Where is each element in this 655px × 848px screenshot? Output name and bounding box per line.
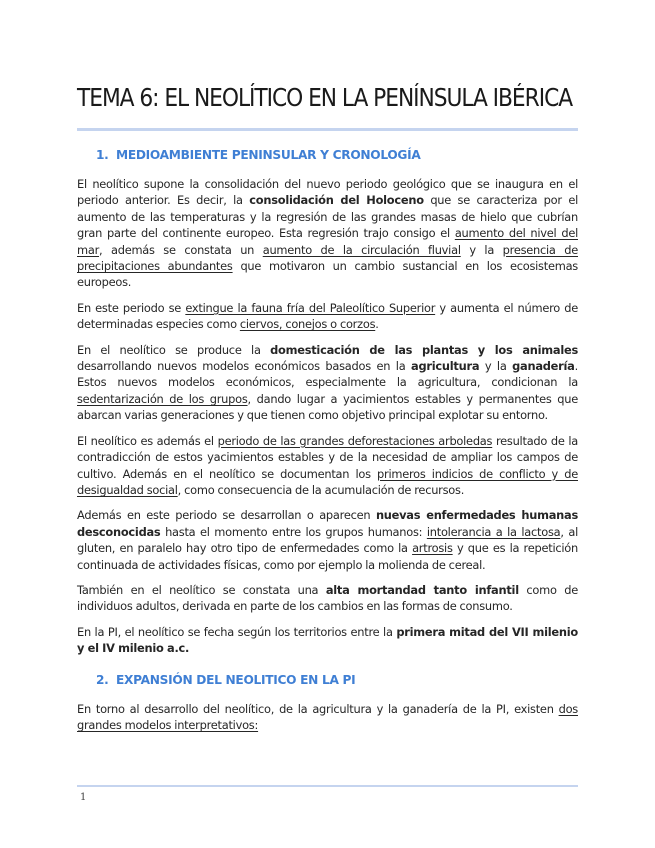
paragraph xyxy=(77,176,578,291)
bold-text: domesticación de las plantas y los animales xyxy=(270,342,578,357)
paragraph xyxy=(77,342,578,424)
text-run: que se caracteriza por el aumento de las temperaturas y la regresión de las grandes masas de hielo que cubrían gran parte del continente europeo. Esta regresión trajo consigo el xyxy=(77,193,578,241)
text-run: En torno al desarrollo del neolítico, de la agricultura y la ganadería de la PI, existen xyxy=(77,701,559,716)
underlined-text: aumento del nivel del mar xyxy=(77,226,578,257)
text-run: En la PI, el neolítico se fecha según los territorios entre la xyxy=(77,624,397,639)
text-run: desarrollando nuevos modelos económicos basados en la xyxy=(77,359,412,374)
text-run: hasta el momento entre los grupos humanos: xyxy=(160,524,427,539)
underlined-text: sedentarización de los grupos xyxy=(77,391,248,406)
section-number: 1. xyxy=(96,148,109,162)
text-run: En este periodo se xyxy=(77,300,186,315)
text-run: . Estos nuevos modelos económicos, especialmente la agricultura, condicionan la xyxy=(77,359,578,390)
underlined-text: ciervos, conejos o corzos xyxy=(239,317,376,332)
section-heading-text: EXPANSIÓN DEL NEOLITICO EN LA PI xyxy=(116,672,356,687)
bold-text: alta mortandad tanto infantil xyxy=(325,582,519,597)
paragraph xyxy=(77,624,578,657)
section-number: 2. xyxy=(96,672,109,687)
underlined-text: dos grandes modelos interpretativos: xyxy=(77,701,578,732)
section-heading-text: MEDIOAMBIENTE PENINSULAR Y CRONOLOGÍA xyxy=(116,148,421,162)
text-run: resultado de la contradicción de estos yacimientos estables y de la necesidad de ampliar los campos de cultivo. Además en el neolítico se documentan los xyxy=(77,433,578,481)
bold-text: agricultura xyxy=(411,359,480,374)
paragraph xyxy=(77,701,578,734)
bold-text: consolidación del Holoceno xyxy=(249,193,424,208)
text-run: En el neolítico se produce la xyxy=(77,342,271,357)
text-run: que motivaron un cambio sustancial en los ecosistemas europeos. xyxy=(77,259,578,290)
paragraph xyxy=(77,433,578,499)
text-run: . xyxy=(375,317,379,332)
title-divider xyxy=(77,128,578,131)
bold-text: primera mitad del VII milenio y el IV milenio a.c. xyxy=(77,624,578,656)
text-run: El neolítico supone la consolidación del nuevo periodo geológico que se inaugura en el periodo anterior. Es decir, la xyxy=(77,177,578,208)
paragraph xyxy=(77,300,578,333)
text-run: y la xyxy=(479,359,513,374)
text-run: como de individuos adultos, derivada en parte de los cambios en las formas de consumo. xyxy=(77,582,578,614)
text-run: También en el neolítico se constata una xyxy=(77,582,326,597)
bold-text: ganadería xyxy=(512,359,575,374)
underlined-text: intolerancia a la lactosa xyxy=(426,524,561,539)
bold-text: nuevas enfermedades humanas desconocidas xyxy=(77,508,578,539)
text-run: y aumenta el número de determinadas especies como xyxy=(77,300,578,332)
footer-divider xyxy=(77,785,578,787)
text-run: , además se constata un xyxy=(99,242,263,257)
paragraph xyxy=(77,507,578,573)
text-run: El neolítico es además el xyxy=(77,433,218,448)
underlined-text: presencia de precipitaciones abundantes xyxy=(77,242,578,274)
underlined-text: artrosis xyxy=(412,541,453,556)
underlined-text: periodo de las grandes deforestaciones arboledas xyxy=(217,433,493,448)
page-title: TEMA 6: EL NEOLÍTICO EN LA PENÍNSULA IBÉRICA xyxy=(77,83,573,112)
underlined-text: primeros indicios de conflicto y de desigualdad social xyxy=(77,466,578,497)
page-number: 1 xyxy=(80,792,87,803)
paragraph xyxy=(77,582,578,615)
text-run: , como consecuencia de la acumulación de recursos. xyxy=(177,482,465,497)
text-run: Además en este periodo se desarrollan o aparecen xyxy=(77,508,376,523)
text-run: y que es la repetición continuada de actividades físicas, como por ejemplo la molienda de cereal. xyxy=(77,541,578,572)
text-run: y la xyxy=(460,242,503,257)
text-run: , dando lugar a yacimientos estables y permanentes que abarcan varias generaciones y que tienen como objetivo principal explotar su entorno. xyxy=(77,391,578,423)
underlined-text: extingue la fauna fría del Paleolítico Superior xyxy=(185,300,436,315)
underlined-text: aumento de la circulación fluvial xyxy=(262,242,461,257)
section-heading-2 xyxy=(96,672,578,688)
text-run: , al gluten, en paralelo hay otro tipo de enfermedades como la xyxy=(77,524,578,556)
section-heading-1 xyxy=(96,147,578,163)
